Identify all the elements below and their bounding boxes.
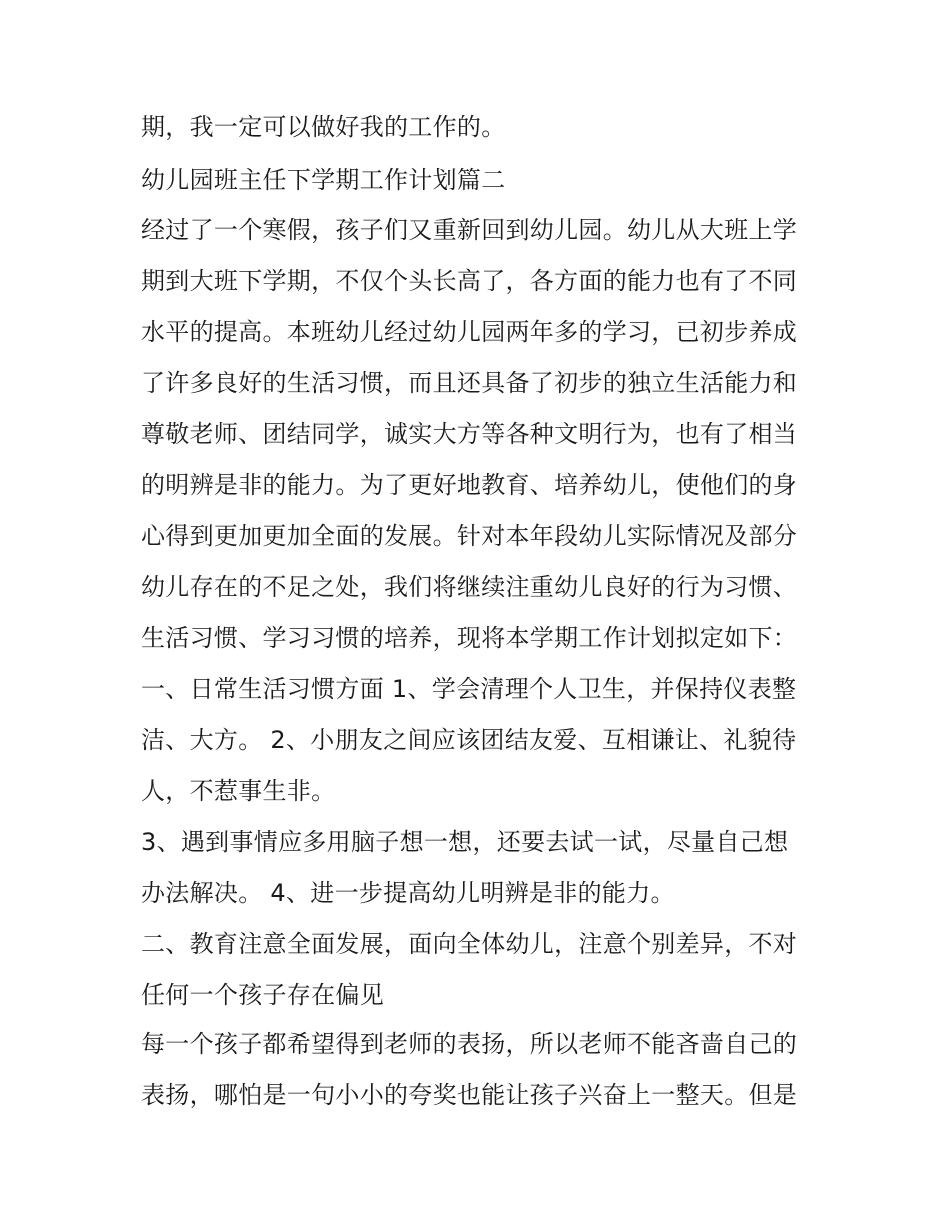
text-line: 人，不惹事生非。 (141, 777, 336, 805)
text-line: 幼儿存在的不足之处，我们将继续注重幼儿良好的行为习惯、 (141, 573, 798, 601)
text-line: 一、日常生活习惯方面 1、学会清理个人卫生，并保持仪表整 (141, 675, 797, 703)
text-line: 生活习惯、学习习惯的培养，现将本学期工作计划拟定如下： (141, 624, 798, 652)
text-line: 洁、大方。 2、小朋友之间应该团结友爱、互相谦让、礼貌待 (141, 726, 797, 754)
text-line: 尊敬老师、团结同学，诚实大方等各种文明行为，也有了相当 (141, 420, 798, 448)
text-line: 了许多良好的生活习惯，而且还具备了初步的独立生活能力和 (141, 369, 798, 397)
text-line: 水平的提高。本班幼儿经过幼儿园两年多的学习，已初步养成 (141, 318, 798, 346)
text-line: 每一个孩子都希望得到老师的表扬，所以老师不能吝啬自己的 (141, 1030, 798, 1058)
text-line: 的明辨是非的能力。为了更好地教育、培养幼儿，使他们的身 (141, 471, 798, 499)
text-line: 心得到更加更加全面的发展。针对本年段幼儿实际情况及部分 (141, 522, 798, 550)
text-line: 表扬，哪怕是一句小小的夸奖也能让孩子兴奋上一整天。但是 (141, 1081, 798, 1109)
text-line: 任何一个孩子存在偏见 (141, 981, 384, 1009)
section-heading: 幼儿园班主任下学期工作计划篇二 (141, 166, 506, 194)
text-line: 二、教育注意全面发展，面向全体幼儿，注意个别差异，不对 (141, 930, 798, 958)
text-line: 经过了一个寒假，孩子们又重新回到幼儿园。幼儿从大班上学 (141, 216, 798, 244)
text-line: 3、遇到事情应多用脑子想一想，还要去试一试，尽量自己想 (141, 828, 789, 856)
text-line: 办法解决。 4、进一步提高幼儿明辨是非的能力。 (141, 879, 675, 907)
text-line: 期到大班下学期，不仅个头长高了，各方面的能力也有了不同 (141, 267, 798, 295)
text-line: 期，我一定可以做好我的工作的。 (141, 113, 506, 141)
